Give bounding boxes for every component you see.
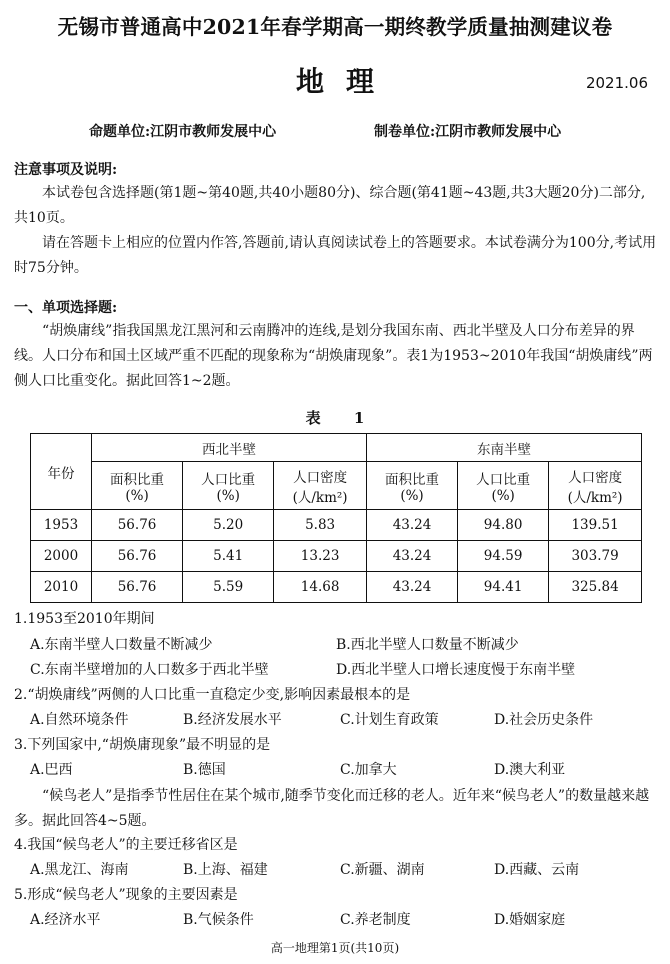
table-cell: 94.59: [458, 541, 549, 572]
table-caption: 表 1: [305, 409, 379, 427]
table-cell: 56.76: [92, 541, 183, 572]
table-cell: 2000: [31, 541, 92, 572]
notes-line-1: 本试卷包含选择题(第1题~第40题,共40小题80分)、综合题(第41题~43题,共3大题20分)二部分,共10页。: [14, 185, 646, 226]
question-5-stem: 5.形成“候鸟老人”现象的主要因素是: [14, 887, 238, 903]
table-cell: 2010: [31, 572, 92, 603]
q1-option-d[interactable]: D.西北半壁人口增长速度慢于东南半壁: [336, 662, 576, 678]
table-row: [31, 541, 642, 572]
table-cell: 43.24: [366, 572, 457, 603]
table-row: [31, 510, 642, 541]
question-4-stem: 4.我国“候鸟老人”的主要迁移省区是: [14, 837, 238, 853]
passage-2: “候鸟老人”是指季节性居住在某个城市,随季节变化而迁移的老人。近年来“候鸟老人”的数量越来越多。据此回答4~5题。: [14, 788, 650, 829]
q5-option-d[interactable]: D.婚姻家庭: [494, 912, 566, 928]
nw-pop-header: 人口比重 (%): [183, 462, 274, 510]
table-cell: 43.24: [366, 510, 457, 541]
q5-option-b[interactable]: B.气候条件: [183, 912, 254, 928]
q5-option-c[interactable]: C.养老制度: [340, 912, 411, 928]
q1-option-b[interactable]: B.西北半壁人口数量不断减少: [336, 637, 519, 653]
table-cell: 303.79: [549, 541, 642, 572]
q4-option-a[interactable]: A.黑龙江、海南: [30, 862, 129, 878]
q2-option-d[interactable]: D.社会历史条件: [494, 712, 594, 728]
se-density-header: 人口密度 (人/km²): [549, 462, 642, 510]
table-cell: 5.20: [183, 510, 274, 541]
notes-line-2: 请在答题卡上相应的位置内作答,答题前,请认真阅读试卷上的答题要求。本试卷满分为100分,考试用时75分钟。: [14, 235, 657, 276]
q4-option-d[interactable]: D.西藏、云南: [494, 862, 580, 878]
q4-option-c[interactable]: C.新疆、湖南: [340, 862, 425, 878]
table-cell: 13.23: [274, 541, 367, 572]
year-header: 年份: [31, 434, 92, 510]
exam-title: 无锡市普通高中2021年春学期高一期终教学质量抽测建议卷: [57, 15, 613, 39]
proposition-unit: 命题单位:江阴市教师发展中心: [89, 124, 277, 140]
table-cell: 5.83: [274, 510, 367, 541]
table-cell: 5.59: [183, 572, 274, 603]
table-cell: 325.84: [549, 572, 642, 603]
question-2-stem: 2.“胡焕庸线”两侧的人口比重一直稳定少变,影响因素最根本的是: [14, 687, 411, 703]
q5-option-a[interactable]: A.经济水平: [30, 912, 101, 928]
nw-density-header: 人口密度 (人/km²): [274, 462, 367, 510]
exam-date: 2021.06: [585, 74, 648, 92]
page-footer: 高一地理第1页(共10页): [270, 941, 400, 955]
table-cell: 94.80: [458, 510, 549, 541]
q1-option-a[interactable]: A.东南半壁人口数量不断减少: [30, 637, 213, 653]
table-cell: 14.68: [274, 572, 367, 603]
subject-title: 地理: [295, 65, 396, 98]
question-3-stem: 3.下列国家中,“胡焕庸现象”最不明显的是: [14, 737, 271, 753]
population-table: [30, 433, 642, 603]
se-pop-header: 人口比重 (%): [458, 462, 549, 510]
q3-option-b[interactable]: B.德国: [183, 762, 226, 778]
q2-option-b[interactable]: B.经济发展水平: [183, 712, 282, 728]
nw-area-header: 面积比重 (%): [92, 462, 183, 510]
question-1-stem: 1.1953至2010年期间: [14, 611, 155, 627]
table-row: [31, 572, 642, 603]
q4-option-b[interactable]: B.上海、福建: [183, 862, 268, 878]
southeast-header: 东南半壁: [366, 434, 641, 462]
table-cell: 56.76: [92, 510, 183, 541]
printing-unit: 制卷单位:江阴市教师发展中心: [374, 124, 562, 140]
q3-option-d[interactable]: D.澳大利亚: [494, 762, 566, 778]
q2-option-a[interactable]: A.自然环境条件: [30, 712, 129, 728]
table-cell: 43.24: [366, 541, 457, 572]
q2-option-c[interactable]: C.计划生育政策: [340, 712, 439, 728]
table-cell: 139.51: [549, 510, 642, 541]
table-cell: 94.41: [458, 572, 549, 603]
northwest-header: 西北半壁: [92, 434, 367, 462]
passage-1: “胡焕庸线”指我国黑龙江黑河和云南腾冲的连线,是划分我国东南、西北半壁及人口分布差异的界线。人口分布和国土区域严重不匹配的现象称为“胡焕庸现象”。表1为1953~2010年我国“胡焕庸线”两侧人口比重变化。据此回答1~2题。: [14, 323, 653, 389]
table-cell: 56.76: [92, 572, 183, 603]
q3-option-c[interactable]: C.加拿大: [340, 762, 397, 778]
table-cell: 1953: [31, 510, 92, 541]
section-heading: 一、单项选择题:: [14, 300, 118, 316]
q1-option-c[interactable]: C.东南半壁增加的人口数多于西北半壁: [30, 662, 269, 678]
se-area-header: 面积比重 (%): [366, 462, 457, 510]
q3-option-a[interactable]: A.巴西: [30, 762, 73, 778]
table-cell: 5.41: [183, 541, 274, 572]
notes-heading: 注意事项及说明:: [14, 162, 118, 178]
